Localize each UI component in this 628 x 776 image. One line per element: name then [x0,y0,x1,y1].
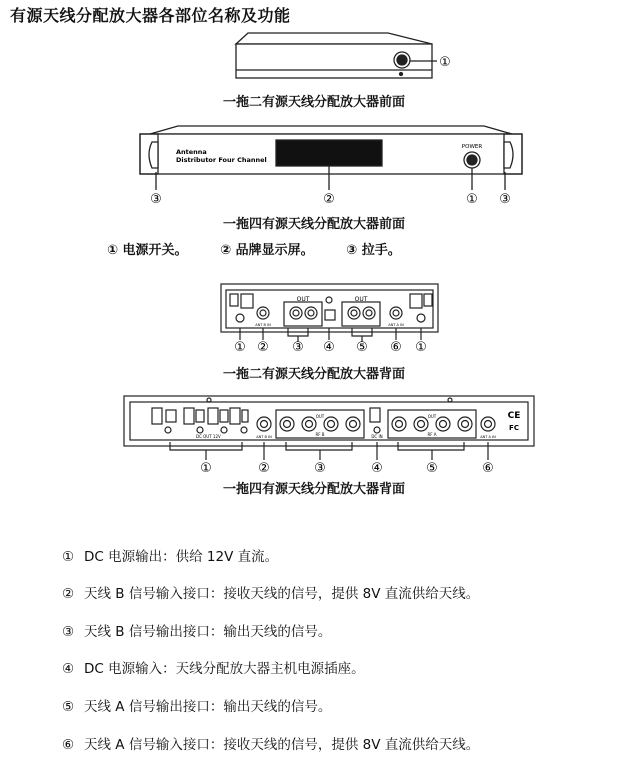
ce-mark: CE [507,411,521,421]
page-title: 有源天线分配放大器各部位名称及功能 [10,6,291,25]
caption-front-4ch: 一拖四有源天线分配放大器前面 [222,217,405,232]
back4-callout-5: ⑤ [426,461,438,476]
description-item [62,657,365,677]
description-text: 天线 A 信号输出接口：输出天线的信号。 [84,699,332,715]
description-item [62,582,479,602]
legend-item: ② 品牌显示屏。 [220,243,314,258]
distributor-label: Distributor Four Channel [176,156,267,164]
caption-back-4ch: 一拖四有源天线分配放大器背面 [222,482,405,497]
back4-ant-a-label: ANT A IN [480,435,496,439]
back2-out-b-label: OUT [296,296,310,303]
back2-callout-1a: ① [234,340,246,355]
description-text: 天线 A 信号输入接口：接收天线的信号，提供 8V 直流供给天线。 [84,737,480,753]
description-item [62,695,331,715]
legend-item: ③ 拉手。 [346,243,401,258]
legend-item: ① 电源开关。 [107,243,188,258]
description-number: ③ [62,624,75,640]
description-number: ① [62,549,75,565]
description-number: ② [62,586,75,602]
back4-rf-b-label: RF B [315,432,325,437]
back4-dc-in-label: DC IN [371,434,383,439]
back2-ant-b-label: ANT B IN [255,323,271,327]
back4-out-a-label: OUT [427,414,437,419]
front-legend [107,239,429,258]
back-4ch-device [124,396,534,460]
description-text: DC 电源输出：供给 12V 直流。 [84,549,279,565]
antenna-label: Antenna [176,148,207,156]
back2-callout-1b: ① [415,340,427,355]
back2-callout-5: ⑤ [356,340,368,355]
description-item [62,733,479,753]
description-number: ④ [62,661,75,677]
fc-mark: FC [509,424,519,432]
caption-back-2ch: 一拖二有源天线分配放大器背面 [222,367,405,382]
back4-callout-6: ⑥ [482,461,494,476]
back4-rf-a-label: RF A [427,432,437,437]
back4-callout-2: ② [258,461,270,476]
front4-callout-1: ① [466,192,478,207]
power-label: POWER [461,144,483,150]
back4-callout-1: ① [200,461,212,476]
description-item [62,545,278,565]
description-text: 天线 B 信号输出接口：输出天线的信号。 [84,624,332,640]
back4-out-b-label: OUT [315,414,325,419]
back4-callout-4: ④ [371,461,383,476]
caption-front-2ch: 一拖二有源天线分配放大器前面 [222,95,405,110]
back-2ch-device [221,284,438,342]
front-2ch-device [236,33,437,78]
description-number: ⑤ [62,699,75,715]
back2-callout-2: ② [257,340,269,355]
front4-callout-2: ② [323,192,335,207]
front4-callout-3a: ③ [150,192,162,207]
description-text: DC 电源输入：天线分配放大器主机电源插座。 [84,661,365,677]
description-item [62,620,331,640]
back4-dc-out-label: DC OUT 12V [196,434,221,439]
back2-callout-6: ⑥ [390,340,402,355]
back2-ant-a-label: ANT A IN [388,323,404,327]
back2-out-a-label: OUT [354,296,368,303]
front2-callout-1: ① [439,55,451,70]
back4-callout-3: ③ [314,461,326,476]
back2-callout-3: ③ [292,340,304,355]
back2-callout-4: ④ [323,340,335,355]
back4-ant-b-label: ANT B IN [256,435,272,439]
description-number: ⑥ [62,737,75,753]
description-text: 天线 B 信号输入接口：接收天线的信号，提供 8V 直流供给天线。 [84,586,480,602]
front4-callout-3b: ③ [499,192,511,207]
